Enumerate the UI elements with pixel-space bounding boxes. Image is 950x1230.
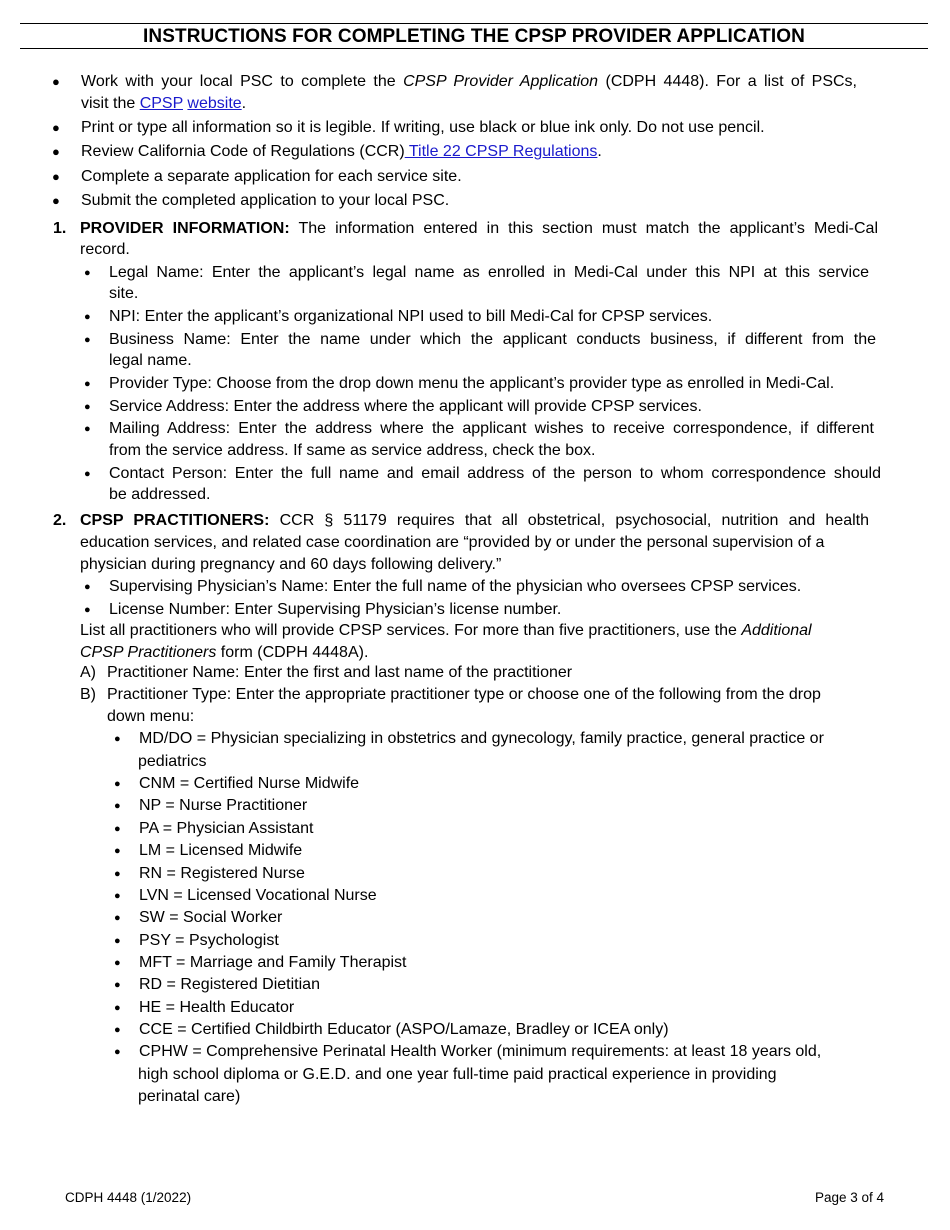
practitioner-type-line-2: down menu: [107,708,195,725]
website-link[interactable]: website [187,95,242,112]
type-rn: RN = Registered Nurse [139,865,305,882]
type-md-line-1: MD/DO = Physician specializing in obstetrics and gynecology, family practice, general practice or [139,730,824,747]
section-1-intro-line-1: PROVIDER INFORMATION: The information entered in this section must match the applicant’s Medi-Cal [80,220,879,237]
intro-bullet-1-line-1: Work with your local PSC to complete the CPSP Provider Application (CDPH 4448). For a list of PSCs, [81,73,858,90]
contact-person-line-1: Contact Person: Enter the full name and email address of the person to whom correspondence should [109,465,881,482]
intro-bullet-2: Print or type all information so it is legible. If writing, use black or blue ink only. Do not use pencil. [81,119,765,136]
intro-bullet-1-line-2: visit the CPSP website. [81,95,247,112]
legal-name-line-2: site. [109,285,139,302]
npi-item: NPI: Enter the applicant’s organizational NPI used to bill Medi-Cal for CPSP services. [109,308,713,325]
section-2-intro-line-2: education services, and related case coordination are “provided by or under the personal supervision of a [80,534,825,551]
bullet-dot: ● [84,604,91,616]
bullet-dot: ● [114,868,121,880]
service-address-item: Service Address: Enter the address where the applicant will provide CPSP services. [109,398,702,415]
bullet-dot: ● [84,378,91,390]
legal-name-line-1: Legal Name: Enter the applicant’s legal name as enrolled in Medi-Cal under this NPI at this service [109,264,869,281]
list-practitioners-line-2: CPSP Practitioners form (CDPH 4448A). [80,644,369,661]
section-2-intro-line-3: physician during pregnancy and 60 days following delivery.” [80,556,502,573]
type-rd: RD = Registered Dietitian [139,976,320,993]
form-identifier: CDPH 4448 (1/2022) [65,1190,192,1205]
bullet-dot: ● [84,334,91,346]
bullet-dot: ● [114,823,121,835]
section-2-intro-line-1: CPSP PRACTITIONERS: CCR § 51179 requires that all obstetrical, psychosocial, nutrition and health [80,512,870,529]
bullet-dot: ● [114,935,121,947]
bullet-dot: ● [84,267,91,279]
business-name-line-2: legal name. [109,352,192,369]
type-pa: PA = Physician Assistant [139,820,314,837]
bullet-dot: ● [114,800,121,812]
bullet-dot: ● [84,581,91,593]
bullet-dot: ● [114,1024,121,1036]
intro-bullet-3: Review California Code of Regulations (CCR) Title 22 CPSP Regulations. [81,143,602,160]
type-cphw-line-1: CPHW = Comprehensive Perinatal Health Worker (minimum requirements: at least 18 years old, [139,1043,822,1060]
item-b-label: B) [80,686,96,703]
bullet-dot: ● [114,778,121,790]
title-underline [20,48,928,49]
bullet-dot: ● [52,74,60,89]
bullet-dot: ● [114,1046,121,1058]
bullet-dot: ● [52,169,60,184]
type-cce: CCE = Certified Childbirth Educator (ASPO/Lamaze, Bradley or ICEA only) [139,1021,669,1038]
item-a-label: A) [80,664,96,681]
list-practitioners-line-1: List all practitioners who will provide CPSP services. For more than five practitioners, use the Additional [80,622,812,639]
bullet-dot: ● [84,468,91,480]
page-title: INSTRUCTIONS FOR COMPLETING THE CPSP PROVIDER APPLICATION [143,26,805,47]
business-name-line-1: Business Name: Enter the name under which the applicant conducts business, if different from the [109,331,876,348]
type-cphw-line-3: perinatal care) [138,1088,241,1105]
bullet-dot: ● [114,1002,121,1014]
section-1-intro-line-2: record. [80,241,130,258]
type-np: NP = Nurse Practitioner [139,797,308,814]
cpsp-link[interactable]: CPSP [139,95,183,112]
type-sw: SW = Social Worker [139,909,283,926]
license-number-item: License Number: Enter Supervising Physician’s license number. [109,601,562,618]
bullet-dot: ● [114,912,121,924]
bullet-dot: ● [84,311,91,323]
type-mft: MFT = Marriage and Family Therapist [139,954,407,971]
bullet-dot: ● [52,193,60,208]
mailing-address-line-1: Mailing Address: Enter the address where the applicant wishes to receive correspondence, if different [109,420,874,437]
provider-type-item: Provider Type: Choose from the drop down menu the applicant’s provider type as enrolled in Medi-Cal. [109,375,835,392]
bullet-dot: ● [84,423,91,435]
bullet-dot: ● [114,845,121,857]
type-lvn: LVN = Licensed Vocational Nurse [139,887,377,904]
title-22-link[interactable]: Title 22 CPSP Regulations [404,143,598,160]
type-he: HE = Health Educator [139,999,295,1016]
bullet-dot: ● [114,979,121,991]
type-psy: PSY = Psychologist [139,932,279,949]
practitioner-name-item: Practitioner Name: Enter the first and last name of the practitioner [107,664,573,681]
mailing-address-line-2: from the service address. If same as service address, check the box. [109,442,596,459]
type-lm: LM = Licensed Midwife [139,842,303,859]
practitioner-type-line-1: Practitioner Type: Enter the appropriate practitioner type or choose one of the following from the drop [107,686,821,703]
top-rule [20,23,928,24]
supervising-physician-item: Supervising Physician’s Name: Enter the full name of the physician who oversees CPSP services. [109,578,802,595]
section-1-number: 1. [53,220,67,237]
bullet-dot: ● [114,890,121,902]
bullet-dot: ● [84,401,91,413]
contact-person-line-2: be addressed. [109,486,211,503]
bullet-dot: ● [114,957,121,969]
bullet-dot: ● [114,733,121,745]
intro-bullet-5: Submit the completed application to your local PSC. [81,192,450,209]
type-cphw-line-2: high school diploma or G.E.D. and one year full-time paid practical experience in providing [138,1066,777,1083]
page-number: Page 3 of 4 [814,1190,884,1205]
type-md-line-2: pediatrics [138,753,207,770]
intro-bullet-4: Complete a separate application for each service site. [81,168,462,185]
bullet-dot: ● [52,144,60,159]
bullet-dot: ● [52,120,60,135]
section-2-number: 2. [53,512,67,529]
type-cnm: CNM = Certified Nurse Midwife [139,775,360,792]
